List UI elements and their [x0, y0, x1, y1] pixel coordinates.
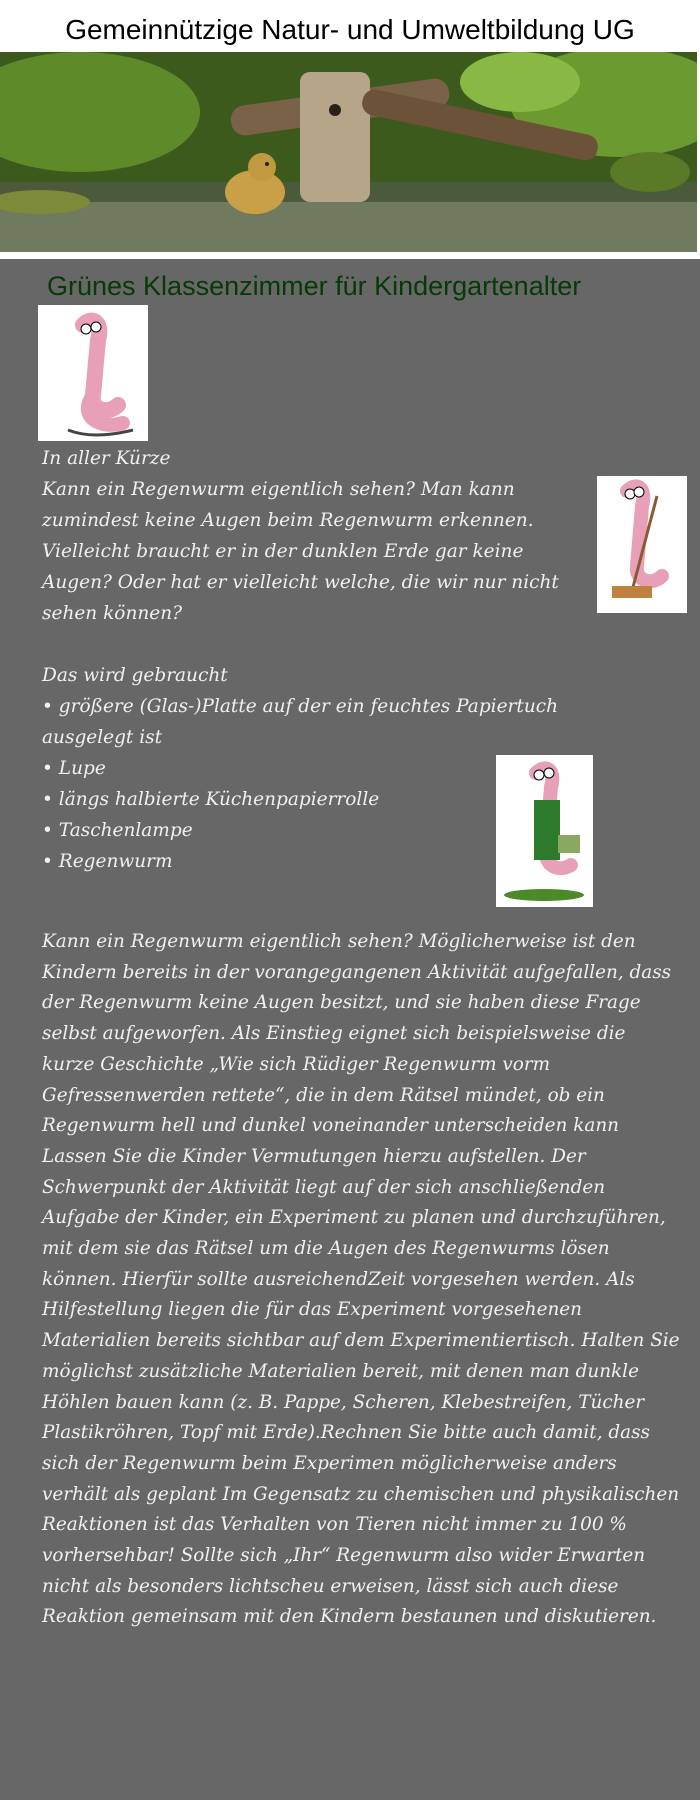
materials-heading: Das wird gebraucht: [42, 665, 228, 686]
list-item: • Lupe: [42, 758, 106, 779]
list-item: • längs halbierte Küchenpapierrolle: [42, 789, 380, 810]
intro-heading: In aller Kürze: [42, 448, 171, 469]
main-text: Kann ein Regenwurm eigentlich sehen? Möglicherweise ist den Kindern bereits in der vorangegangenen Aktivität aufgefallen, dass der Regenwurm keine Augen besitzt, und sie haben diese Frage selbst aufgeworfen. Als Einstieg eignet sich beispielsweise die kurze Geschichte „Wie sich Rüdiger Regenwurm vorm Gefressenwerden rettete“, die in dem Rätsel mündet, ob ein Regenwurm hell und dunkel voneinander unterscheiden kann Lassen Sie die Kinder Vermutungen hierzu aufstellen. Der Schwerpunkt der Aktivität liegt auf der sich anschließenden Aufgabe der Kinder, ein Experiment zu planen und durchzuführen, mit dem sie das Rätsel um die Augen des Regenwurms lösen können. Hierfür sollte ausreichendZeit vorgesehen werden. Als Hilfestellung liegen die für das Experiment vorgesehenen Materialien bereits sichtbar auf dem Experimentiertisch. Halten Sie möglichst zusätzliche Materialien bereit, mit denen man dunkle Höhlen bauen kann (z. B. Pappe, Scheren, Klebestreifen, Tücher Plastikröhren, Topf mit Erde).Rechnen Sie bitte auch damit, dass sich der Regenwurm beim Experimen möglicherweise anders verhält als geplant Im Gegensatz zu chemischen und physikalischen Reaktionen ist das Verhalten von Tieren nicht immer zu 100 % vorhersehbar! Sollte sich „Ihr“ Regenwurm also wider Erwarten nicht als besonders lichtscheu erweisen, lässt sich auch diese Reaktion gemeinsam mit den Kindern bestaunen und diskutieren.: [42, 931, 680, 1628]
site-title: Gemeinnützige Natur- und Umweltbildung UG: [65, 14, 635, 45]
banner-image: [0, 52, 697, 252]
worm-gardener-image: [496, 755, 593, 907]
list-item: • Regenwurm: [42, 851, 173, 872]
worm-illustration-image: [38, 305, 148, 441]
list-item: • größere (Glas-)Platte auf der ein feuchtes Papiertuch ausgelegt ist: [42, 696, 559, 748]
page-title: Grünes Klassenzimmer für Kindergartenalter: [47, 271, 582, 301]
list-item: • Taschenlampe: [42, 820, 193, 841]
intro-text: Kann ein Regenwurm eigentlich sehen? Man kann zumindest keine Augen beim Regenwurm erkennen. Vielleicht braucht er in der dunklen Erde gar keine Augen? Oder hat er vielleicht welche, die wir nur nicht sehen können?: [42, 479, 559, 624]
worm-with-broom-image: [597, 476, 687, 613]
content-panel: [0, 259, 700, 1800]
